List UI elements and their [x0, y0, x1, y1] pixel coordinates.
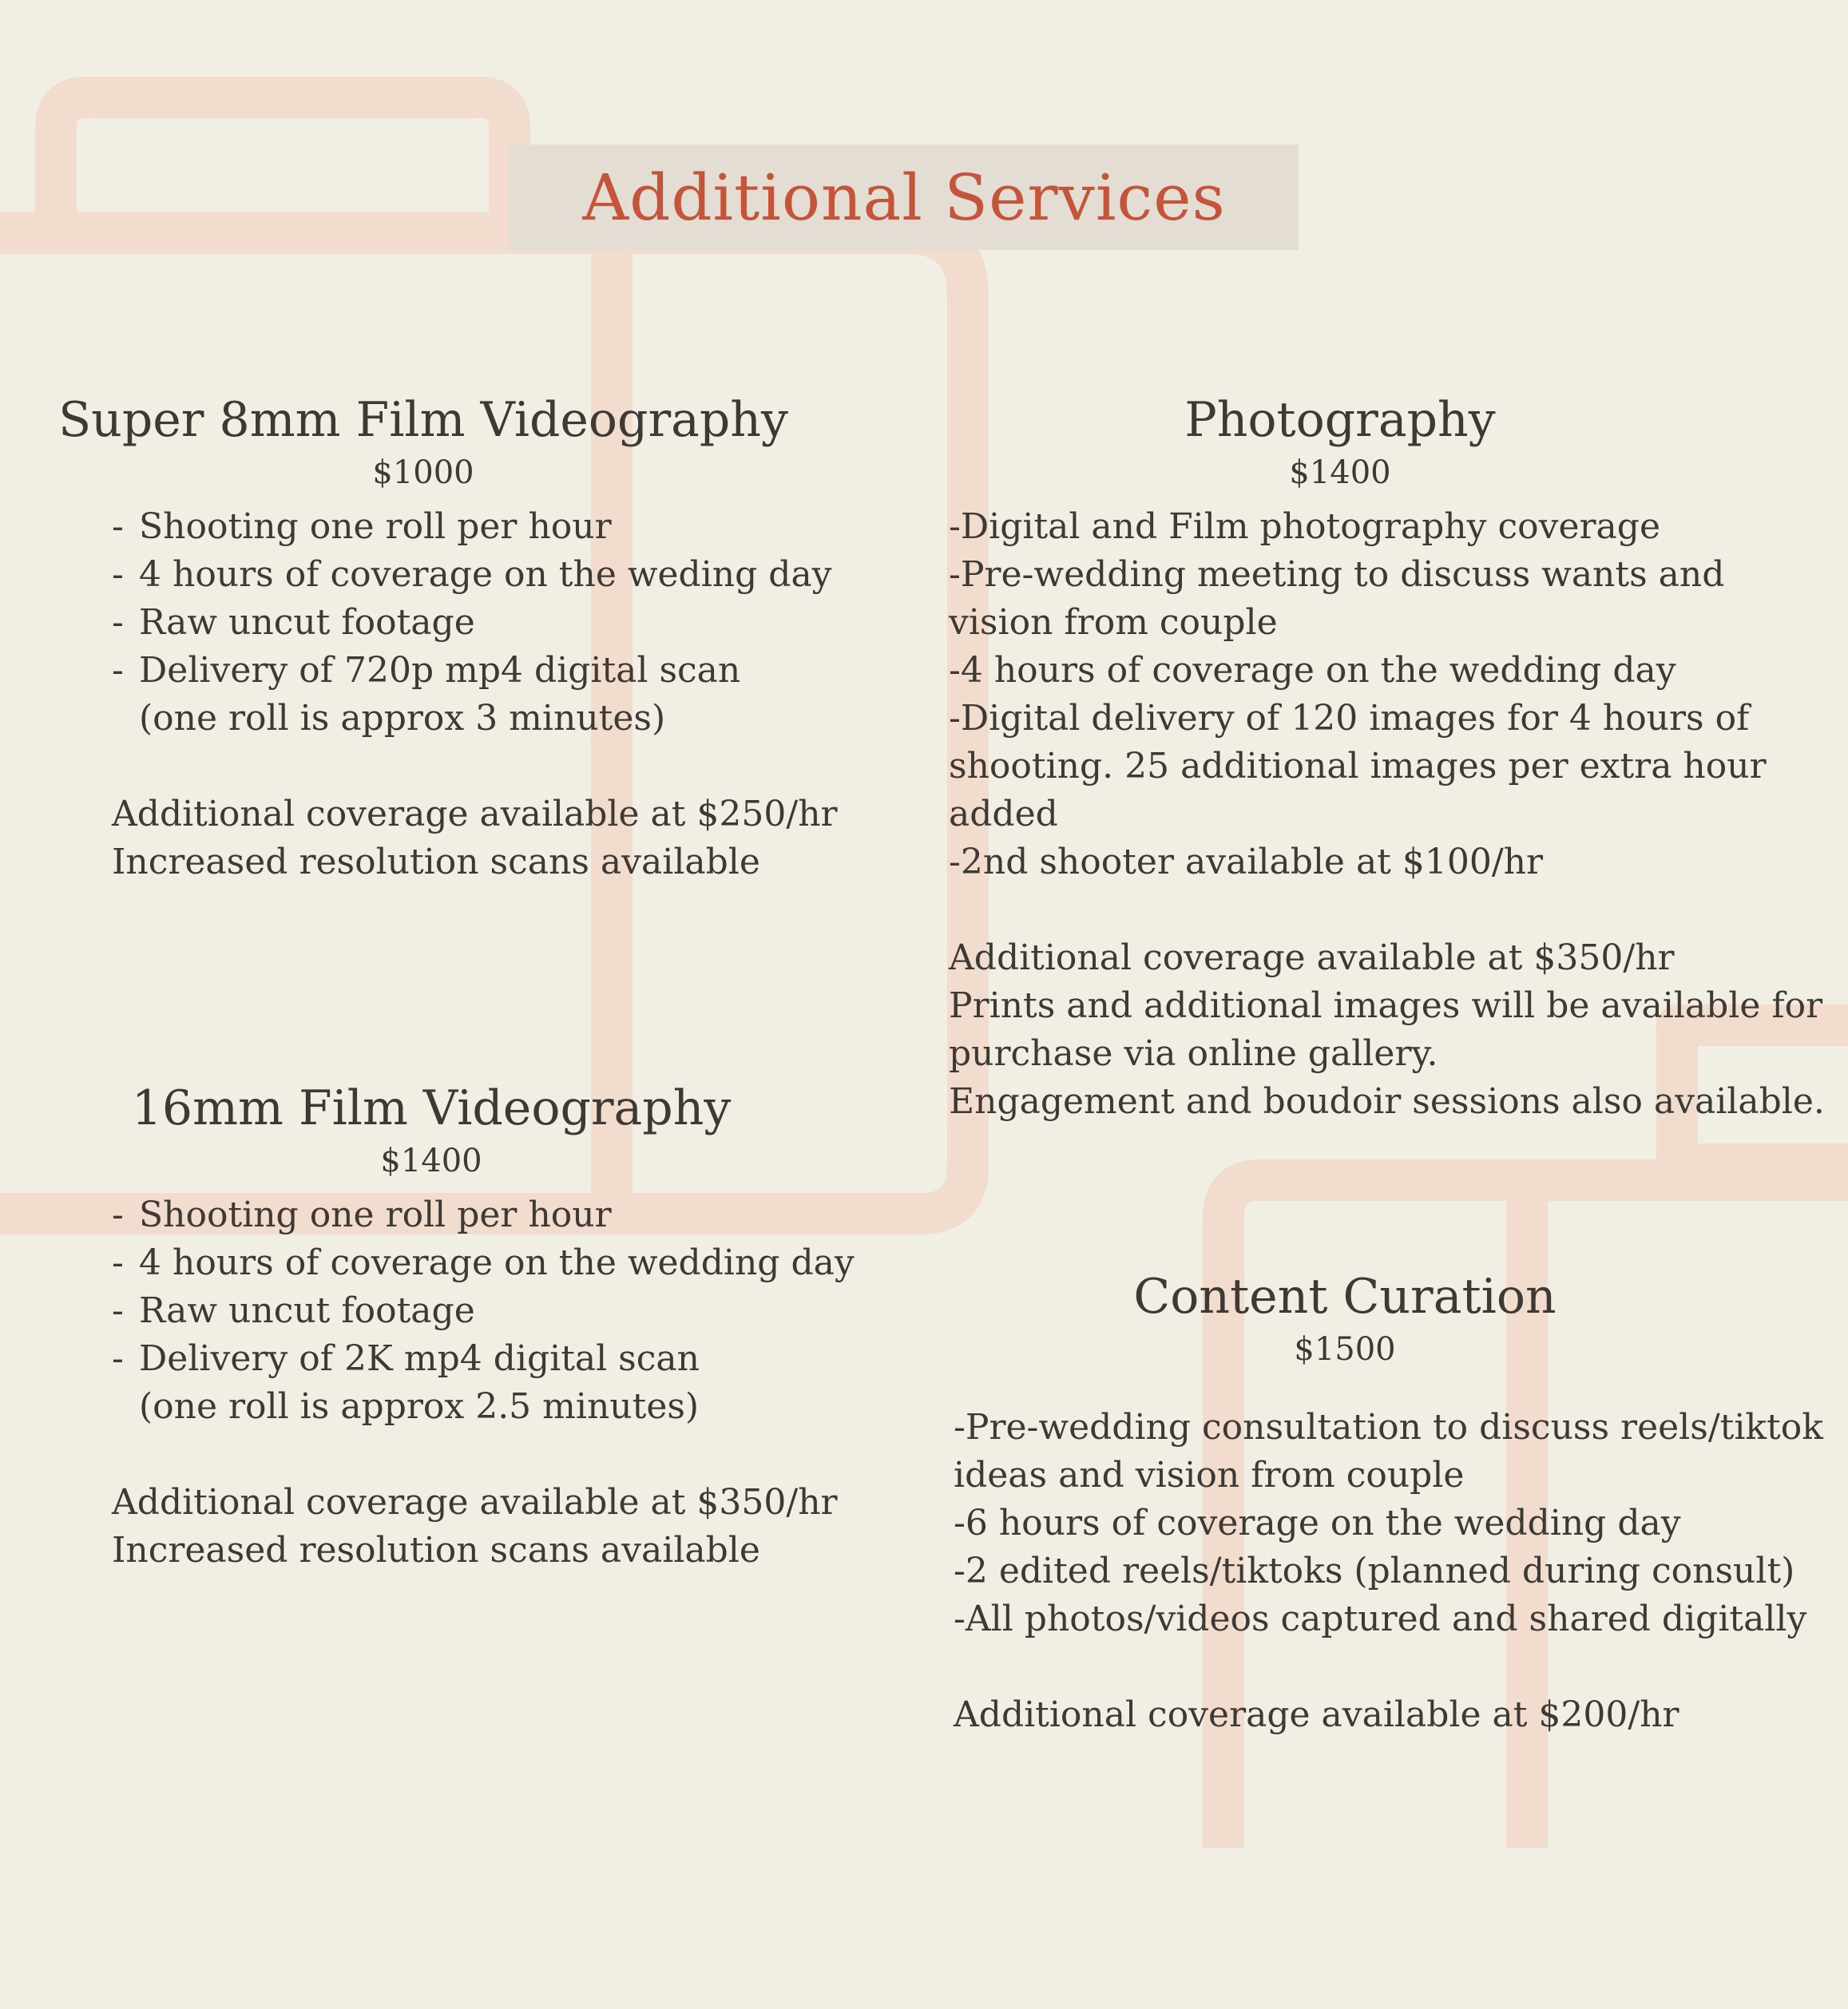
detail-line: added	[949, 794, 1058, 834]
detail-line: -Digital and Film photography coverage	[949, 506, 1660, 547]
extra-line: Prints and additional images will be available for	[949, 985, 1823, 1026]
bullet-item: - Delivery of 720p mp4 digital scan	[112, 650, 741, 691]
detail-line: -2 edited reels/tiktoks (planned during consult)	[954, 1551, 1795, 1591]
detail-line: -6 hours of coverage on the wedding day	[954, 1503, 1681, 1543]
bullet-item: - Shooting one roll per hour	[112, 1195, 612, 1235]
bullet-item: - Shooting one roll per hour	[112, 506, 612, 547]
spacer	[949, 886, 1795, 934]
service-title: Super 8mm Film Videography	[58, 392, 788, 448]
detail-line: ideas and vision from couple	[954, 1455, 1465, 1496]
service-details	[112, 1191, 863, 1575]
service-price: $1000	[372, 454, 474, 491]
service-details	[954, 1404, 1823, 1739]
detail-line: -4 hours of coverage on the wedding day	[949, 650, 1676, 691]
service-price: $1400	[1289, 454, 1391, 491]
service-details	[949, 503, 1825, 1126]
service-price: $1500	[1294, 1331, 1396, 1368]
bullet-item: - Delivery of 2K mp4 digital scan	[112, 1338, 700, 1379]
bullet-item: - Raw uncut footage	[112, 602, 475, 643]
service-photography	[949, 391, 1825, 1126]
extra-line: Additional coverage available at $250/hr	[112, 794, 838, 834]
spacer	[112, 743, 863, 791]
extra-line: Engagement and boudoir sessions also available.	[949, 1081, 1825, 1122]
bullet-item: - 4 hours of coverage on the weding day	[112, 554, 832, 595]
detail-line: -Pre-wedding consultation to discuss reels/tiktok	[954, 1407, 1823, 1448]
spacer	[112, 1431, 863, 1479]
service-title: Content Curation	[1133, 1269, 1557, 1325]
extra-line: Increased resolution scans available	[112, 842, 760, 882]
service-content-curation	[954, 1268, 1823, 1739]
extra-line: Increased resolution scans available	[112, 1530, 760, 1571]
page-title: Additional Services	[582, 160, 1226, 235]
bullet-note: (one roll is approx 2.5 minutes)	[139, 1386, 700, 1427]
service-super8	[58, 391, 863, 886]
service-title: Photography	[1184, 392, 1496, 448]
service-16mm	[112, 1080, 863, 1575]
detail-line: shooting. 25 additional images per extra hour	[949, 746, 1767, 787]
extra-line: Additional coverage available at $350/hr	[112, 1482, 838, 1523]
service-details	[112, 503, 863, 886]
service-title: 16mm Film Videography	[131, 1080, 732, 1136]
extra-line: Additional coverage available at $200/hr	[954, 1694, 1679, 1735]
bullet-item: - Raw uncut footage	[112, 1290, 475, 1331]
detail-line: -All photos/videos captured and shared digitally	[954, 1599, 1807, 1639]
detail-line: -Pre-wedding meeting to discuss wants and	[949, 554, 1725, 595]
detail-line: vision from couple	[949, 602, 1278, 643]
detail-line: -Digital delivery of 120 images for 4 hours of	[949, 698, 1750, 739]
extra-line: purchase via online gallery.	[949, 1033, 1438, 1074]
title-band	[510, 145, 1299, 250]
bullet-note: (one roll is approx 3 minutes)	[139, 698, 666, 739]
extra-line: Additional coverage available at $350/hr	[949, 937, 1675, 978]
bullet-item: - 4 hours of coverage on the wedding day	[112, 1242, 855, 1283]
service-price: $1400	[380, 1143, 482, 1179]
detail-line: -2nd shooter available at $100/hr	[949, 842, 1544, 882]
spacer	[954, 1643, 1800, 1691]
